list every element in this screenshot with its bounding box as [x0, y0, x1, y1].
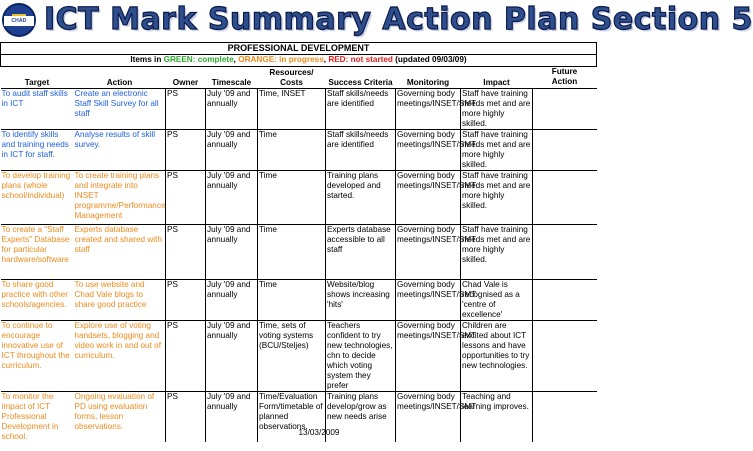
cell-resources: Time: [258, 225, 326, 280]
cell-future-action: [533, 225, 597, 280]
document-header: [0, 0, 753, 42]
section-title: PROFESSIONAL DEVELOPMENT: [1, 43, 597, 55]
cell-monitoring: Governing body meetings/INSET/SMT: [396, 130, 461, 171]
cell-criteria: Training plans develop/grow as new needs arise: [326, 392, 396, 443]
cell-target: To develop training plans (whole school/individual): [1, 171, 74, 225]
header-future-action: [533, 67, 597, 89]
legend-not-started: RED: not started: [328, 55, 393, 64]
cell-timescale: July '09 and annually: [206, 280, 258, 321]
cell-timescale: July '09 and annually: [206, 392, 258, 443]
cell-timescale: July '09 and annually: [206, 130, 258, 171]
header-action: Action: [106, 78, 133, 87]
footer-date: 13/03/2009: [298, 428, 340, 437]
header-target: Target: [24, 78, 50, 87]
table-row: [1, 89, 597, 130]
cell-action: Ongoing evaluation of PD using evaluation forms, lesson observations.: [74, 392, 166, 443]
cell-monitoring: Governing body meetings/INSET/SMT: [396, 171, 461, 225]
cell-timescale: July '09 and annually: [206, 171, 258, 225]
header-future-line1: Future: [551, 67, 578, 76]
cell-future-action: [533, 321, 597, 392]
cell-target: To audit staff skills in ICT: [1, 89, 74, 130]
cell-impact: Children are excited about ICT lessons and have opportunities to try new technologies.: [461, 321, 533, 392]
cell-future-action: [533, 130, 597, 171]
table-row: [1, 321, 597, 392]
cell-impact: Chad Vale is recognised as a 'centre of excellence': [461, 280, 533, 321]
legend-prefix: Items in: [130, 55, 164, 64]
cell-monitoring: Governing body meetings/INSET/SMT: [396, 89, 461, 130]
table-row: [1, 130, 597, 171]
cell-impact: Staff have training needs met and are more highly skilled.: [461, 171, 533, 225]
cell-monitoring: Governing body meetings/INSET/SMT: [396, 225, 461, 280]
cell-resources: Time: [258, 280, 326, 321]
header-criteria: Success Criteria: [328, 78, 393, 87]
header-impact: Impact: [483, 78, 510, 87]
header-resources: Resources/ Costs: [269, 68, 314, 87]
cell-target: To monitor the impact of ICT Professional Development in school.: [1, 392, 74, 443]
cell-action: Create an electronic Staff Skill Survey for all staff: [74, 89, 166, 130]
header-monitoring: Monitoring: [406, 78, 450, 87]
cell-future-action: [533, 171, 597, 225]
cell-criteria: Training plans developed and started.: [326, 171, 396, 225]
cell-owner: PS: [166, 392, 206, 443]
cell-criteria: Staff skills/needs are identified: [326, 89, 396, 130]
cell-resources: Time: [258, 130, 326, 171]
cell-timescale: July '09 and annually: [206, 321, 258, 392]
cell-target: To create a "Staff Experts" Database for particular hardware/software: [1, 225, 74, 280]
school-logo: [2, 3, 36, 37]
table-row: [1, 225, 597, 280]
cell-criteria: Staff skills/needs are identified: [326, 130, 396, 171]
cell-timescale: July '09 and annually: [206, 89, 258, 130]
legend-in-progress: ORANGE: in progress: [238, 55, 324, 64]
legend-separator: ,: [323, 55, 329, 64]
header-future-line2: Action: [551, 77, 578, 86]
cell-future-action: [533, 280, 597, 321]
table-row: [1, 280, 597, 321]
legend-complete: GREEN: complete: [163, 55, 234, 64]
cell-monitoring: Governing body meetings/INSET/SMT: [396, 392, 461, 443]
cell-action: Experts database created and shared with staff: [74, 225, 166, 280]
header-timescale: Timescale: [211, 78, 252, 87]
cell-owner: PS: [166, 89, 206, 130]
cell-resources: Time: [258, 171, 326, 225]
status-legend: [1, 55, 597, 67]
cell-action: Analyse results of skill survey.: [74, 130, 166, 171]
cell-timescale: July '09 and annually: [206, 225, 258, 280]
cell-owner: PS: [166, 171, 206, 225]
cell-target: To continue to encourage innovative use of ICT throughout the curriculum.: [1, 321, 74, 392]
cell-target: To identify skills and training needs in ICT for staff.: [1, 130, 74, 171]
cell-action: To use website and Chad Vale blogs to share good practice: [74, 280, 166, 321]
cell-monitoring: Governing body meetings/INSET/SMT: [396, 321, 461, 392]
cell-impact: Staff have training needs met and are more highly skilled.: [461, 89, 533, 130]
cell-resources: Time/Evaluation Form/timetable of planned observations.: [258, 392, 326, 443]
cell-owner: PS: [166, 130, 206, 171]
cell-action: Explore use of voting handsets, blogging and video work in and out of curriculum.: [74, 321, 166, 392]
header-owner: Owner: [172, 78, 199, 87]
cell-criteria: Teachers confident to try new technologies, chn to decide which voting system they prefer: [326, 321, 396, 392]
cell-owner: PS: [166, 321, 206, 392]
table-row: [1, 171, 597, 225]
cell-action: To create training plans and integrate into INSET programme/Performance Management: [74, 171, 166, 225]
header-row: [1, 67, 597, 89]
cell-target: To share good practice with other schools/agencies.: [1, 280, 74, 321]
action-plan-table: [0, 42, 597, 442]
cell-impact: Staff have training needs met and are more highly skilled.: [461, 225, 533, 280]
banner-title: ICT Mark Summary Action Plan Section 5: [44, 2, 753, 37]
cell-owner: PS: [166, 225, 206, 280]
cell-monitoring: Governing body meetings/INSET/SMT: [396, 280, 461, 321]
cell-future-action: [533, 89, 597, 130]
cell-owner: PS: [166, 280, 206, 321]
legend-updated: (updated 09/03/09): [392, 55, 467, 64]
cell-criteria: Website/blog shows increasing 'hits': [326, 280, 396, 321]
legend-separator: ,: [233, 55, 239, 64]
cell-impact: Staff have training needs met and are more highly skilled.: [461, 130, 533, 171]
cell-resources: Time, sets of voting systems (BCU/Steljes): [258, 321, 326, 392]
logo-mark-icon: [12, 7, 26, 16]
cell-criteria: Experts database accessible to all staff: [326, 225, 396, 280]
cell-impact: Teaching and learning improves.: [461, 392, 533, 443]
cell-resources: Time, INSET: [258, 89, 326, 130]
logo-text: CHAD VALE: [4, 16, 34, 26]
